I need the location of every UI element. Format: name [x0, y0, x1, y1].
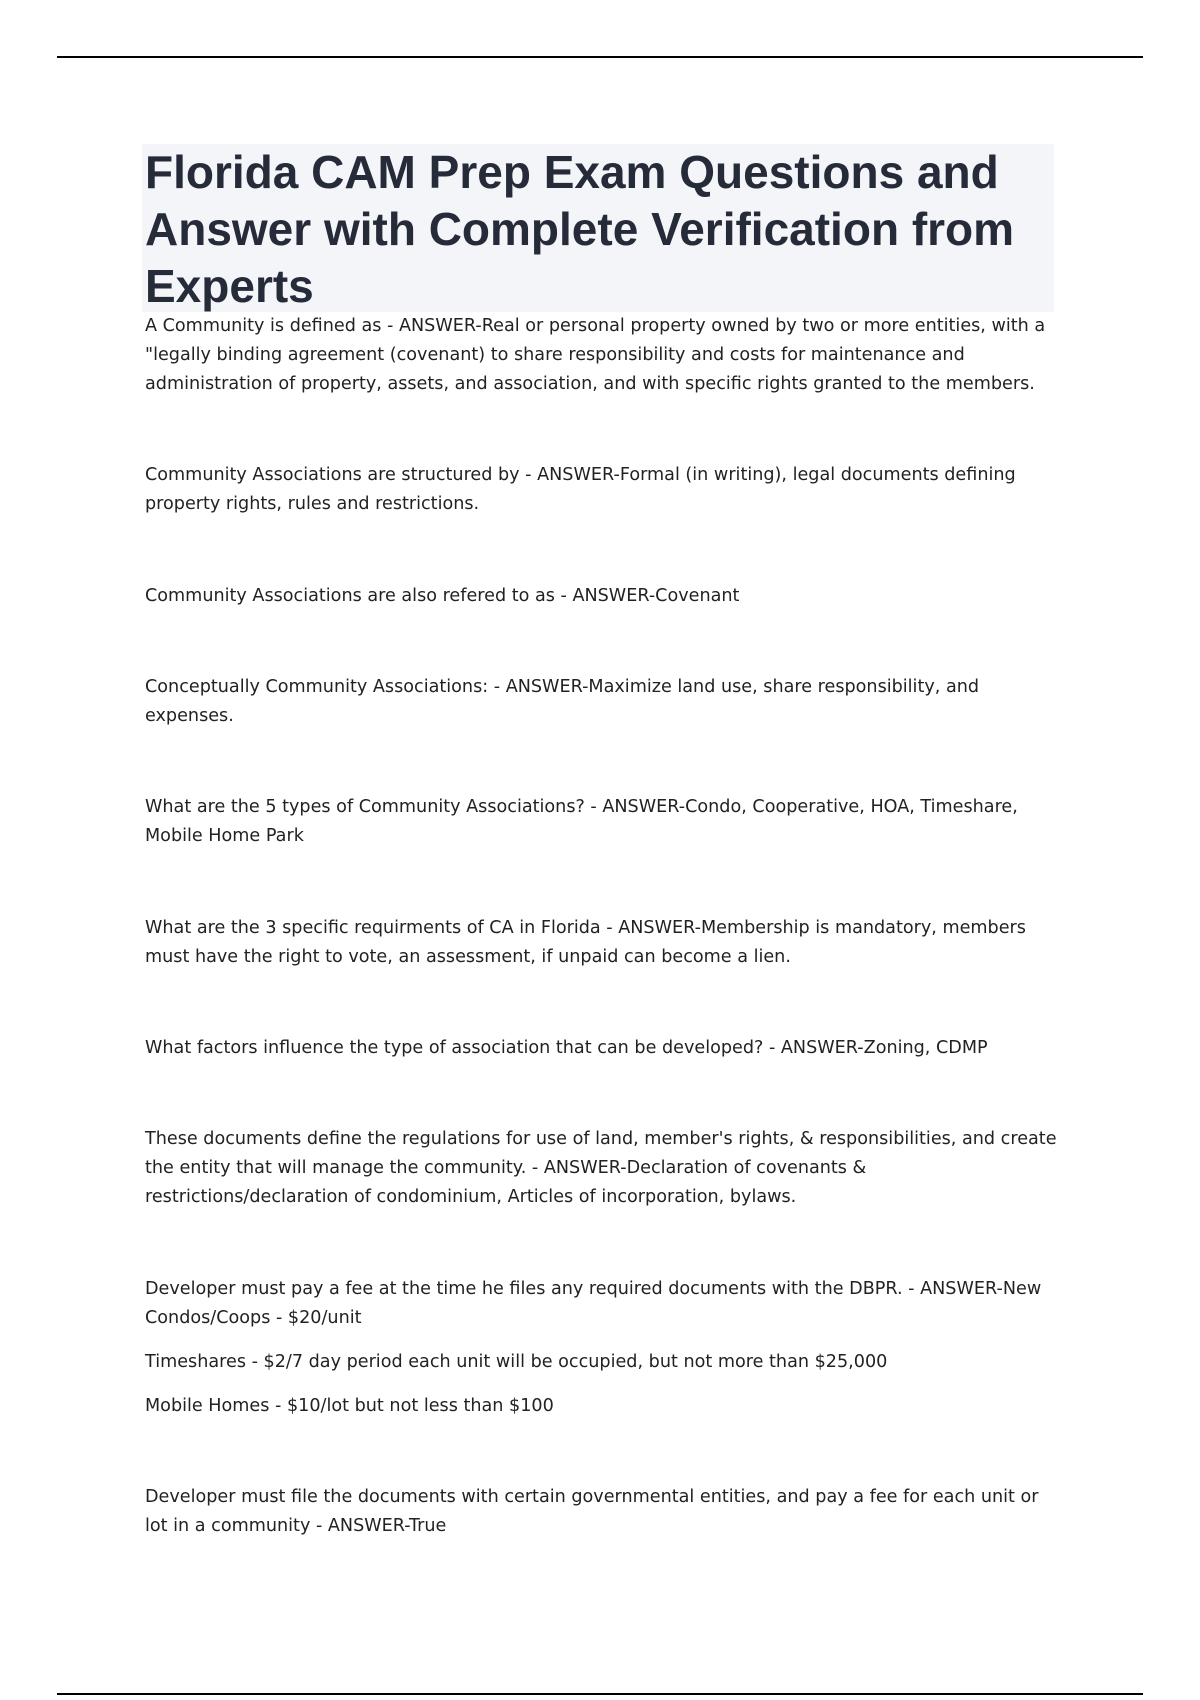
qa-entry: Community Associations are also refered to as - ANSWER-Covenant [145, 586, 740, 606]
qa-entry: Community Associations are structured by - ANSWER-Formal (in writing), legal documents defining property rights, rules and restrictions. [145, 465, 1016, 514]
qa-entry: These documents define the regulations for use of land, member's rights, & responsibilities, and create the entity that will manage the community. - ANSWER-Declaration of covenants & restrictions/declaration of condominium, Articles of incorporation, bylaws. [145, 1129, 1057, 1207]
top-rule [57, 56, 1143, 58]
qa-entry: A Community is defined as - ANSWER-Real or personal property owned by two or more entities, with a "legally binding agreement (covenant) to share responsibility and costs for maintenance and administration of property, assets, and association, and with specific rights granted to the members. [145, 316, 1046, 394]
qa-entry: Developer must pay a fee at the time he files any required documents with the DBPR. - ANSWER-New Condos/Coops - $20/unit [145, 1279, 1042, 1328]
qa-entry-continuation: Timeshares - $2/7 day period each unit will be occupied, but not more than $25,000 [145, 1352, 888, 1372]
qa-entry: What are the 5 types of Community Associations? - ANSWER-Condo, Cooperative, HOA, Timeshare, Mobile Home Park [145, 797, 1018, 846]
qa-entry: What are the 3 specific requirments of CA in Florida - ANSWER-Membership is mandatory, members must have the right to vote, an assessment, if unpaid can become a lien. [145, 918, 1026, 967]
document-title: Florida CAM Prep Exam Questions and Answer with Complete Verification from Experts [145, 146, 1015, 312]
document-body [145, 312, 1060, 1541]
bottom-rule [57, 1693, 1143, 1695]
qa-entry: Developer must file the documents with certain governmental entities, and pay a fee for each unit or lot in a community - ANSWER-True [145, 1487, 1039, 1536]
title-block [142, 144, 1054, 312]
qa-entry: What factors influence the type of association that can be developed? - ANSWER-Zoning, CDMP [145, 1038, 988, 1058]
qa-entry: Conceptually Community Associations: - ANSWER-Maximize land use, share responsibility, and expenses. [145, 677, 980, 726]
qa-entry-continuation: Mobile Homes - $10/lot but not less than $100 [145, 1396, 554, 1416]
